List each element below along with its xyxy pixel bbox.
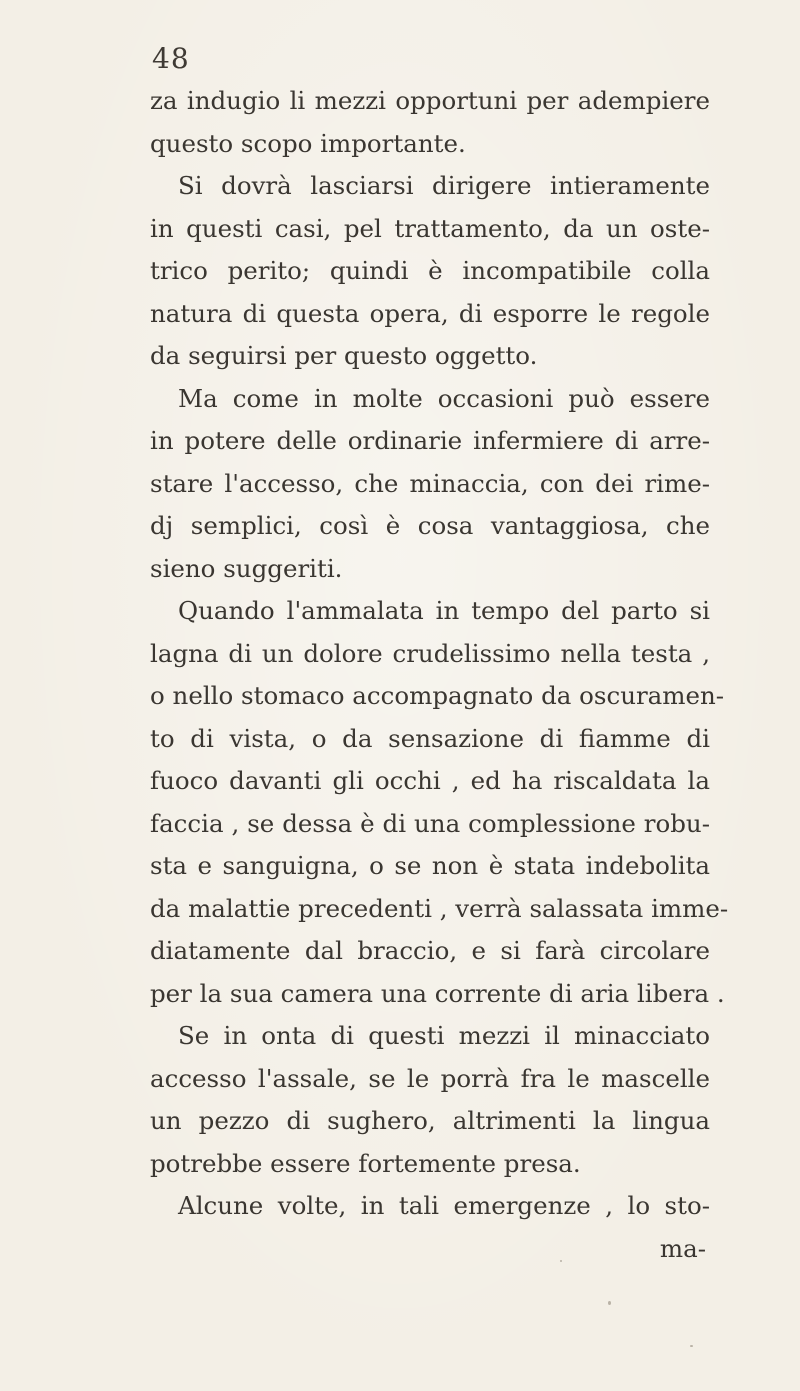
text-line: natura di questa opera, di esporre le regole	[150, 298, 710, 328]
paragraph-start-line: Alcune volte, in tali emergenze , lo sto-	[178, 1191, 710, 1220]
text-line: accesso l'assale, se le porrà fra le mascelle	[150, 1063, 710, 1093]
text-line: diatamente dal braccio, e si farà circolare	[150, 936, 710, 965]
paragraph-start-line: Si dovrà lasciarsi dirigere intieramente	[178, 171, 710, 200]
catchword: ma-	[659, 1233, 706, 1263]
text-line: dj semplici, così è cosa vantaggiosa, che	[150, 511, 710, 540]
text-line: sieno suggeriti.	[150, 553, 343, 583]
paragraph-start-line: Quando l'ammalata in tempo del parto si	[178, 596, 710, 625]
text-line: fuoco davanti gli occhi , ed ha riscaldata la	[150, 766, 710, 795]
paper-speck	[560, 1260, 562, 1262]
paragraph-start-line: Se in onta di questi mezzi il minacciato	[178, 1021, 710, 1050]
text-line: o nello stomaco accompagnato da oscuramen-	[150, 681, 725, 710]
text-line: to di vista, o da sensazione di fiamme di	[150, 723, 710, 753]
body-text	[150, 80, 729, 1270]
text-line: in potere delle ordinarie infermiere di arre-	[150, 426, 710, 455]
text-line: za indugio li mezzi opportuni per adempiere	[150, 86, 710, 115]
text-line: stare l'accesso, che minaccia, con dei rime-	[150, 468, 710, 498]
text-line: un pezzo di sughero, altrimenti la lingua	[150, 1106, 710, 1135]
text-line: faccia , se dessa è di una complessione robu-	[150, 808, 710, 838]
text-line: per la sua camera una corrente di aria libera .	[150, 978, 725, 1008]
page-number: 48	[152, 42, 190, 75]
paper-speck	[690, 1345, 693, 1347]
paper-speck	[608, 1301, 611, 1305]
text-line: sta e sanguigna, o se non è stata indebolita	[150, 851, 710, 880]
text-line: lagna di un dolore crudelissimo nella testa ,	[150, 638, 710, 668]
text-line: in questi casi, pel trattamento, da un oste-	[150, 213, 710, 243]
text-line: da seguirsi per questo oggetto.	[150, 341, 538, 370]
text-line: potrebbe essere fortemente presa.	[150, 1148, 581, 1178]
text-line: trico perito; quindi è incompatibile colla	[150, 256, 710, 285]
paragraph-start-line: Ma come in molte occasioni può essere	[178, 383, 710, 413]
text-line: da malattie precedenti , verrà salassata imme-	[150, 893, 729, 923]
text-line: questo scopo importante.	[150, 128, 466, 158]
